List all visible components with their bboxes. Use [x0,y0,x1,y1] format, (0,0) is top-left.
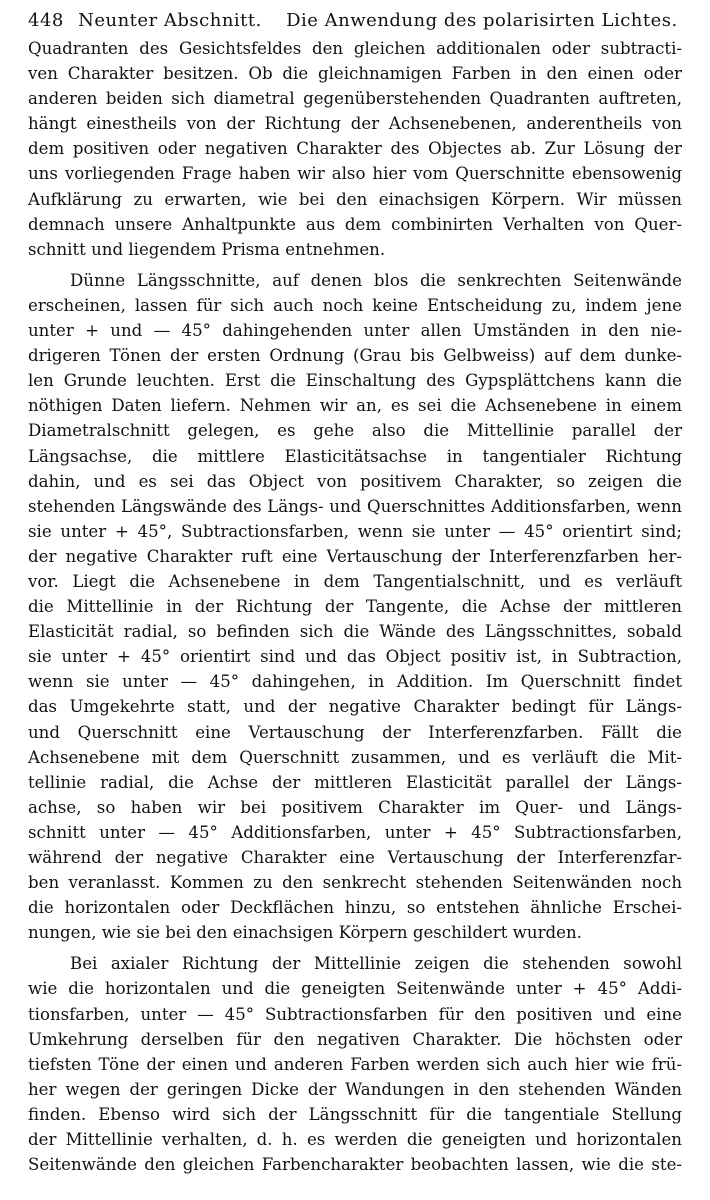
text-line: Dünne Längsschnitte, auf denen blos die senkrechten Seitenwände [70,270,682,290]
text-line: drigeren Tönen der ersten Ordnung (Grau bis Gelbweiss) auf dem dunke- [28,346,682,366]
text-line: der negative Charakter ruft eine Vertauschung der Interferenzfarben her- [28,546,682,566]
text-line: sie unter + 45° orientirt sind und das Object positiv ist, in Subtraction, [28,647,682,667]
text-line: schnitt und liegendem Prisma entnehmen. [28,239,386,259]
text-line: das Umgekehrte statt, und der negative Charakter bedingt für Längs- [28,697,682,717]
text-line: len Grunde leuchten. Erst die Einschaltung des Gypsplättchens kann die [28,371,682,391]
text-line: erscheinen, lassen für sich auch noch keine Entscheidung zu, indem jene [28,295,682,315]
text-line: finden. Ebenso wird sich der Längsschnitt für die tangentiale Stellung [28,1104,682,1124]
text-line: anderen beiden sich diametral gegenüberstehenden Quadranten auftreten, [28,89,682,109]
paragraph [28,951,682,1177]
text-line: Achsenebene mit dem Querschnitt zusammen, und es verläuft die Mit- [28,747,682,767]
text-line: dahin, und es sei das Object von positivem Charakter, so zeigen die [28,471,682,491]
text-line: nöthigen Daten liefern. Nehmen wir an, es sei die Achsenebene in einem [28,396,682,416]
text-line: unter + und — 45° dahingehenden unter allen Umständen in den nie- [28,321,682,341]
text-line: tellinie radial, die Achse der mittleren Elasticität parallel der Längs- [28,772,682,792]
text-line: tionsfarben, unter — 45° Subtractionsfarben für den positiven und eine [28,1004,682,1024]
paragraph [28,36,682,262]
text-line: sie unter + 45°, Subtractionsfarben, wenn sie unter — 45° orientirt sind; [28,521,682,541]
text-line: Seitenwände den gleichen Farbencharakter beobachten lassen, wie die ste- [28,1155,682,1175]
text-line: her wegen der geringen Dicke der Wandungen in den stehenden Wänden [28,1079,682,1099]
chapter-title: Die Anwendung des polarisirten Lichtes. [286,10,678,31]
text-line: Diametralschnitt gelegen, es gehe also die Mittellinie parallel der [28,421,682,441]
page-number: 448 [28,10,64,31]
text-line: die horizontalen oder Deckflächen hinzu, so entstehen ähnliche Erschei- [28,898,682,918]
body-text [28,36,682,1177]
text-line: ven Charakter besitzen. Ob die gleichnamigen Farben in den einen oder [28,64,682,84]
text-line: Elasticität radial, so befinden sich die Wände des Längsschnittes, sobald [28,622,682,642]
text-line: dem positiven oder negativen Charakter des Objectes ab. Zur Lösung der [28,139,682,159]
text-line: die Mittellinie in der Richtung der Tangente, die Achse der mittleren [28,597,682,617]
text-line: Aufklärung zu erwarten, wie bei den einachsigen Körpern. Wir müssen [28,189,682,209]
text-line: tiefsten Töne der einen und anderen Farben werden sich auch hier wie frü- [28,1054,682,1074]
text-line: nungen, wie sie bei den einachsigen Körpern geschildert wurden. [28,923,582,943]
text-line: demnach unsere Anhaltpunkte aus dem combinirten Verhalten von Quer- [28,214,682,234]
text-line: vor. Liegt die Achsenebene in dem Tangentialschnitt, und es verläuft [28,571,682,591]
text-line: ben veranlasst. Kommen zu den senkrecht stehenden Seitenwänden noch [28,873,682,893]
paragraph [28,268,682,946]
text-line: und Querschnitt eine Vertauschung der Interferenzfarben. Fällt die [28,722,682,742]
section-label: Neunter Abschnitt. [78,10,262,31]
text-line: hängt einestheils von der Richtung der Achsenebenen, anderentheils von [28,114,682,134]
text-line: der Mittellinie verhalten, d. h. es werden die geneigten und horizontalen [28,1130,682,1150]
text-line: Längsachse, die mittlere Elasticitätsachse in tangentialer Richtung [28,446,682,466]
text-line: Bei axialer Richtung der Mittellinie zeigen die stehenden sowohl [70,954,682,974]
text-line: schnitt unter — 45° Additionsfarben, unter + 45° Subtractionsfarben, [28,822,682,842]
text-line: stehenden Längswände des Längs- und Querschnittes Additionsfarben, wenn [28,496,682,516]
text-line: wenn sie unter — 45° dahingehen, in Addition. Im Querschnitt findet [28,672,682,692]
text-line: während der negative Charakter eine Vertauschung der Interferenzfar- [28,848,682,867]
text-line: Quadranten des Gesichtsfeldes den gleichen additionalen oder subtracti- [28,39,682,58]
text-line: wie die horizontalen und die geneigten Seitenwände unter + 45° Addi- [28,979,682,999]
running-header [28,10,682,32]
text-line: uns vorliegenden Frage haben wir also hier vom Querschnitte ebensowenig [28,164,682,184]
text-line: Umkehrung derselben für den negativen Charakter. Die höchsten oder [28,1029,682,1049]
text-line: achse, so haben wir bei positivem Charakter im Quer- und Längs- [28,797,682,817]
